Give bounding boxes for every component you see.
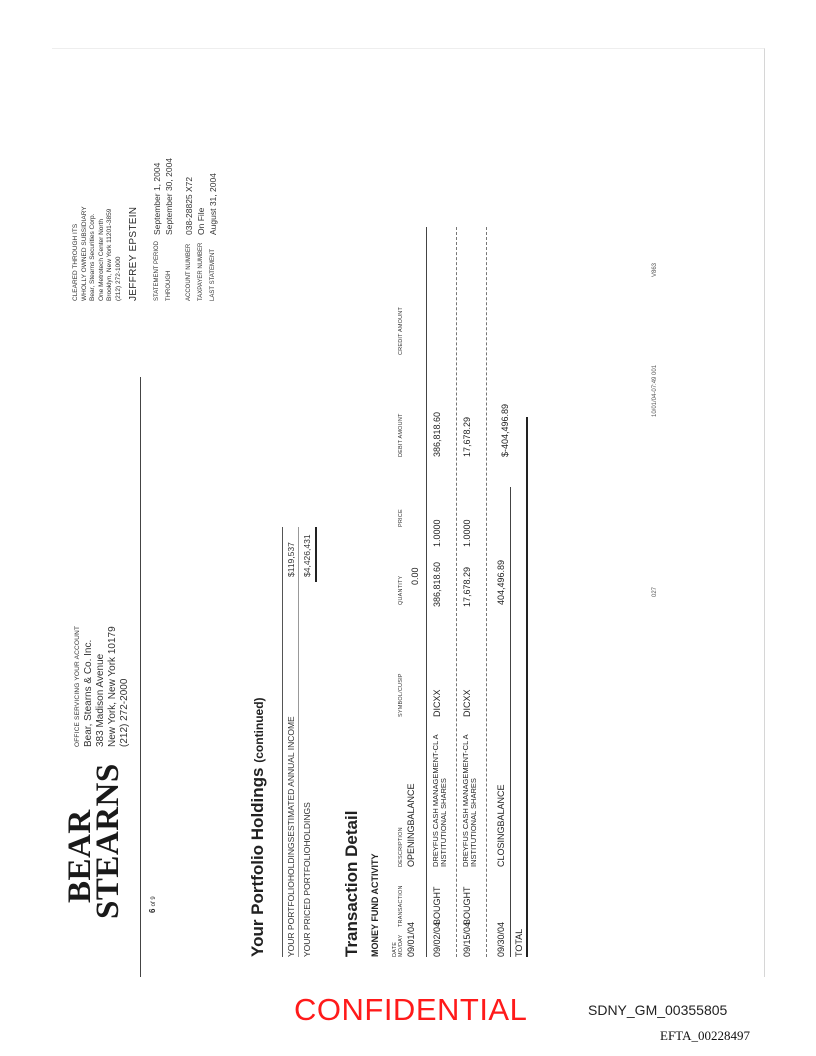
footer-middle: 10/01/04-07:49 001 <box>652 364 658 417</box>
office-servicing-block <box>72 626 131 747</box>
row-transaction: BOUGHT <box>462 886 472 925</box>
transaction-detail-title: Transaction Detail <box>342 810 361 957</box>
taxpayer-number-label: TAXPAYER NUMBER <box>198 242 204 301</box>
office-line-2: 383 Madison Avenue <box>95 653 106 747</box>
office-label: OFFICE SERVICING YOUR ACCOUNT <box>74 625 81 747</box>
holdings-mid-rule <box>298 527 299 957</box>
holdings-row-label: YOUR PORTFOLIOHOLDINGSESTIMATED ANNUAL INCOME <box>286 716 296 957</box>
clearing-line-3: Bear, Stearns Securities Corp. <box>89 213 96 301</box>
total-debit: $-404,496.89 <box>500 403 510 457</box>
footer-left: 027 <box>652 586 658 597</box>
row-description-1: DREYFUS CASH MANAGEMENT-CL A <box>461 734 470 867</box>
col-quantity: QUANTITY <box>398 575 404 605</box>
bear-stearns-logo <box>62 763 126 919</box>
row-debit: 386,818.60 <box>432 411 442 457</box>
page-number-value: 6 <box>148 908 157 913</box>
account-number: 038-28825 X72 <box>184 176 194 235</box>
office-line-1: Bear, Stearns & Co. Inc. <box>83 639 94 747</box>
col-transaction: TRANSACTION <box>398 885 404 927</box>
row-description-2: INSTITUTIONAL SHARES <box>469 778 478 867</box>
holdings-bottom-rule <box>315 527 317 582</box>
page-number <box>148 896 157 913</box>
row-price: 1.0000 <box>432 519 442 547</box>
col-debit: DEBIT AMOUNT <box>398 413 404 457</box>
footer-right: V863 <box>652 262 658 277</box>
efta-number: EFTA_00228497 <box>660 1028 750 1043</box>
confidential-stamp: CONFIDENTIAL <box>294 992 528 1027</box>
through-label: THROUGH <box>166 270 172 301</box>
clearing-block <box>72 206 123 301</box>
statement-period-label: STATEMENT PERIOD <box>154 240 160 301</box>
last-statement-label: LAST STATEMENT <box>210 248 216 301</box>
statement-period-from: September 1, 2004 <box>152 162 162 235</box>
clearing-line-1: CLEARED THROUGH ITS <box>72 223 79 301</box>
row-dotted-rule <box>486 227 487 957</box>
clearing-line-5: Brooklyn, New York 11201-3859 <box>106 208 113 301</box>
clearing-line-4: One Metrotech Center North <box>97 218 105 301</box>
opening-date: 09/01/04 <box>406 921 416 957</box>
col-credit: CREDIT AMOUNT <box>398 306 404 355</box>
row-debit: 17,678.29 <box>462 416 472 457</box>
office-line-4: (212) 272-2000 <box>119 678 130 747</box>
row-symbol: DICXX <box>462 689 472 717</box>
closing-rule <box>510 487 511 957</box>
holdings-top-rule <box>282 527 283 957</box>
bates-number: SDNY_GM_00355805 <box>588 1002 728 1018</box>
col-price: PRICE <box>398 509 404 527</box>
office-line-3: New York, New York 10179 <box>107 626 118 747</box>
row-description-2: INSTITUTIONAL SHARES <box>439 778 448 867</box>
holdings-title-text: Your Portfolio Holdings <box>248 767 267 957</box>
last-statement: August 31, 2004 <box>208 173 218 235</box>
row-quantity: 386,818.60 <box>432 561 442 607</box>
statement-period-to: September 30, 2004 <box>164 157 174 235</box>
clearing-line-6: (212) 272-1000 <box>114 256 122 301</box>
logo-line-1: BEAR <box>62 809 98 903</box>
row-date: 09/02/04 <box>432 921 442 957</box>
row-dotted-rule <box>456 227 457 957</box>
account-number-label: ACCOUNT NUMBER <box>186 243 192 301</box>
row-symbol: DICXX <box>432 689 442 717</box>
holdings-title <box>248 697 268 957</box>
clearing-line-2: WHOLLY OWNED SUBSIDIARY <box>80 206 88 301</box>
total-label: TOTAL <box>514 928 524 957</box>
rotated-statement-content <box>52 49 764 977</box>
opening-rule <box>426 227 427 957</box>
row-price: 1.0000 <box>462 519 472 547</box>
holdings-row-value: $119,537 <box>286 542 296 577</box>
row-date: 09/15/04 <box>462 921 472 957</box>
taxpayer-number: On File <box>196 207 206 235</box>
col-description: DESCRIPTION <box>398 827 404 867</box>
closing-date: 09/30/04 <box>496 921 506 957</box>
logo-line-2: STEARNS <box>90 763 126 919</box>
header-rule <box>140 377 141 977</box>
row-description-1: DREYFUS CASH MANAGEMENT-CL A <box>431 734 440 867</box>
closing-quantity: 404,496.89 <box>496 559 506 605</box>
opening-quantity: 0.00 <box>410 567 420 585</box>
row-transaction: BOUGHT <box>432 886 442 925</box>
holdings-row-label: YOUR PRICED PORTFOLIOHOLDINGS <box>302 802 312 957</box>
client-name: JEFFREY EPSTEIN <box>128 206 139 301</box>
statement-page <box>52 48 765 977</box>
col-date-top: DATE <box>392 941 398 957</box>
col-date-bottom: MO/DAY <box>398 934 404 957</box>
col-symbol: SYMBOL/CUSIP <box>398 673 404 717</box>
total-rule <box>526 417 528 957</box>
opening-description: OPENINGBALANCE <box>406 783 416 867</box>
money-fund-activity-heading: MONEY FUND ACTIVITY <box>370 853 380 957</box>
holdings-row-value: $4,426,431 <box>302 534 312 577</box>
holdings-title-suffix: (continued) <box>252 697 266 763</box>
row-quantity: 17,678.29 <box>462 566 472 607</box>
closing-description: CLOSINGBALANCE <box>496 784 506 867</box>
page-number-suffix: of 9 <box>151 896 157 907</box>
